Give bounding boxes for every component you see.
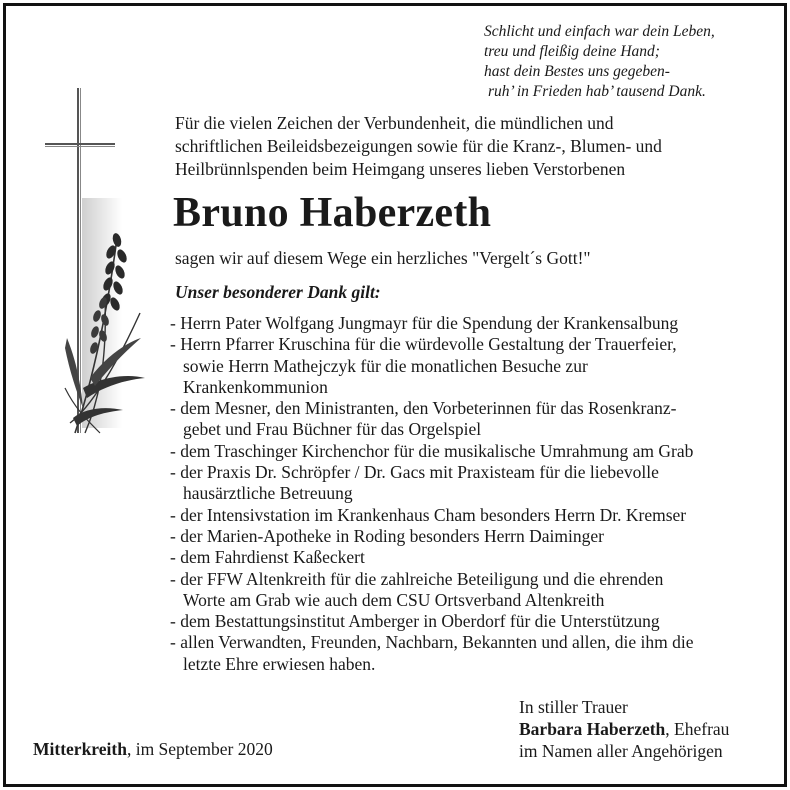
special-thanks-heading: Unser besonderer Dank gilt:	[175, 282, 381, 302]
list-item: - der Marien-Apotheke in Roding besonders Herrn Daiminger	[170, 525, 604, 546]
list-item: - dem Mesner, den Ministranten, den Vorbeterinnen für das Rosenkranz-	[170, 398, 677, 419]
list-item: - der FFW Altenkreith für die zahlreiche Beteiligung und die ehrenden	[170, 568, 664, 589]
list-item-continuation: Krankenkommunion	[183, 376, 328, 397]
list-item: - allen Verwandten, Freunden, Nachbarn, Bekannten und allen, die ihm die	[170, 632, 694, 653]
thanks-phrase: sagen wir auf diesem Wege ein herzliches "Vergelt´s Gott!"	[175, 248, 591, 268]
intro-line: Heilbrünnlspenden beim Heimgang unseres lieben Verstorbenen	[175, 159, 626, 179]
signature-family: im Namen aller Angehörigen	[519, 741, 723, 761]
list-item-continuation: letzte Ehre erwiesen haben.	[183, 653, 376, 674]
poem-line: hast dein Bestes uns gegeben-	[484, 63, 670, 80]
poem-line: treu und fleißig deine Hand;	[484, 43, 660, 60]
date-text: , im September 2020	[126, 739, 273, 759]
place-date	[33, 738, 273, 761]
signature-greeting: In stiller Trauer	[519, 697, 628, 717]
list-item: - dem Bestattungsinstitut Amberger in Oberdorf für die Unterstützung	[170, 611, 660, 632]
poem-line: Schlicht und einfach war dein Leben,	[484, 23, 715, 40]
poem	[484, 22, 715, 102]
list-item-continuation: hausärztliche Betreuung	[183, 483, 353, 504]
poem-line: ruh’ in Frieden hab’ tausend Dank.	[488, 83, 706, 100]
signature-role: , Ehefrau	[665, 719, 730, 739]
list-item-continuation: Worte am Grab wie auch dem CSU Ortsverband Altenkreith	[183, 589, 605, 610]
intro-line: schriftlichen Beileidsbezeigungen sowie für die Kranz-, Blumen- und	[175, 136, 662, 156]
cross-with-wheat-icon	[45, 88, 165, 448]
intro-text	[175, 112, 662, 181]
deceased-name: Bruno Haberzeth	[173, 190, 492, 236]
signature-name: Barbara Haberzeth	[519, 719, 666, 739]
intro-line: Für die vielen Zeichen der Verbundenheit, die mündlichen und	[175, 113, 614, 133]
list-item: - dem Fahrdienst Kaßeckert	[170, 547, 365, 568]
list-item: - der Intensivstation im Krankenhaus Cham besonders Herrn Dr. Kremser	[170, 504, 687, 525]
list-item: - Herrn Pfarrer Kruschina für die würdevolle Gestaltung der Trauerfeier,	[170, 334, 677, 355]
signature-name-line	[519, 718, 729, 740]
signature-block	[519, 696, 729, 762]
list-item-continuation: gebet und Frau Büchner für das Orgelspiel	[183, 419, 482, 440]
thanks-list	[170, 313, 694, 675]
list-item: - Herrn Pater Wolfgang Jungmayr für die Spendung der Krankensalbung	[170, 313, 679, 333]
list-item: - dem Traschinger Kirchenchor für die musikalische Umrahmung am Grab	[170, 440, 694, 461]
list-item: - der Praxis Dr. Schröpfer / Dr. Gacs mit Praxisteam für die liebevolle	[170, 462, 659, 483]
list-item-continuation: sowie Herrn Mathejczyk für die monatlichen Besuche zur	[183, 355, 588, 376]
place-name: Mitterkreith	[33, 739, 127, 759]
